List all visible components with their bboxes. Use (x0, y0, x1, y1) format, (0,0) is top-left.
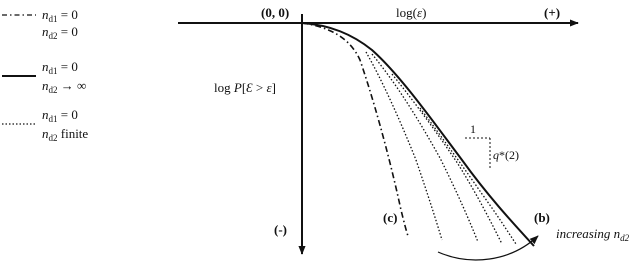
legend-item-2-line-1: $n_{d1} = 0$ (42, 59, 78, 76)
origin-label: (0, 0) (261, 5, 290, 20)
slope-triangle (465, 138, 490, 168)
legend-item-1-line-1: $n_{d1} = 0$ (42, 7, 78, 24)
legend-item-1-line-2: $n_{d2} = 0$ (42, 24, 78, 41)
legend (2, 7, 88, 143)
curve-dotted-3 (392, 74, 502, 244)
increasing-label: increasing $n_{d2}$ (556, 226, 630, 243)
curve-c-dashdot (302, 23, 408, 236)
y-axis-sign: (-) (274, 222, 287, 237)
curve-dotted-1 (366, 52, 442, 240)
legend-item-3-line-1: $n_{d1} = 0$ (42, 107, 78, 124)
slope-label: q*(2) (493, 148, 519, 162)
x-axis-label: log(ε) (396, 5, 427, 20)
curve-b-label: (b) (534, 210, 550, 225)
x-axis-sign: (+) (544, 5, 561, 20)
legend-item-3-line-2: $n_{d2}$ finite (42, 126, 89, 143)
slope-run-label: 1 (470, 122, 476, 136)
curve-b-solid (302, 23, 534, 246)
curve-c-label: (c) (383, 210, 398, 225)
y-axis-label: log P[Ɛ > ε] (214, 80, 276, 95)
increasing-arrow (438, 236, 538, 260)
curve-dotted-4 (420, 108, 516, 244)
legend-item-2-line-2: $n_{d2}$ → ∞ (42, 78, 87, 95)
